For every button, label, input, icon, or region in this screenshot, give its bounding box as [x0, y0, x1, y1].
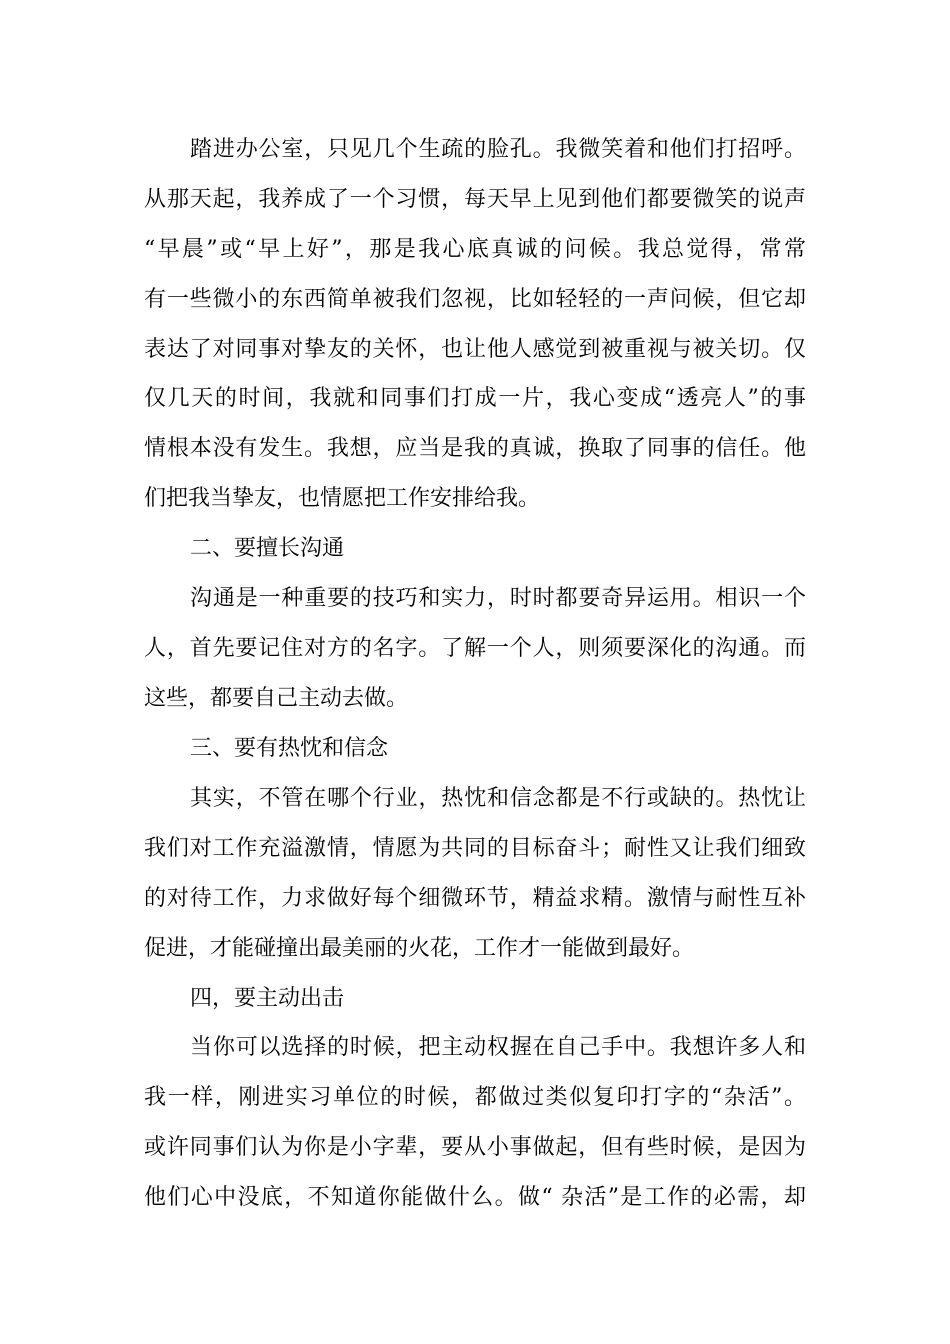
body-line-22: 他们心中没底，不知道你能做什么。做“ 杂活”是工作的必需，却 — [144, 1185, 806, 1210]
body-line-20: 我一样，刚进实习单位的时候，都做过类似复印打字的“杂活”。 — [144, 1085, 806, 1110]
section-heading-communication: 二、要擅长沟通 — [190, 536, 345, 561]
body-line-14: 其实，不管在哪个行业，热忱和信念都是不行或缺的。热忱让 — [190, 786, 806, 811]
section-heading-initiative: 四，要主动出击 — [190, 986, 345, 1011]
body-line-6: 仅几天的时间，我就和同事们打成一片，我心变成“透亮人”的事 — [144, 386, 806, 411]
body-line-11: 人，首先要记住对方的名字。了解一个人，则须要深化的沟通。而 — [144, 636, 806, 661]
body-line-3: “早晨”或“早上好”，那是我心底真诚的问候。我总觉得，常常 — [144, 237, 806, 262]
body-line-16: 的对待工作，力求做好每个细微环节，精益求精。激情与耐性互补 — [144, 886, 806, 911]
body-line-21: 或许同事们认为你是小字辈，要从小事做起，但有些时候，是因为 — [144, 1135, 806, 1160]
body-line-8: 们把我当挚友，也情愿把工作安排给我。 — [144, 486, 541, 511]
body-line-10: 沟通是一种重要的技巧和实力，时时都要奇异运用。相识一个 — [190, 586, 806, 611]
body-line-19: 当你可以选择的时候，把主动权握在自己手中。我想许多人和 — [190, 1035, 806, 1060]
body-line-1: 踏进办公室，只见几个生疏的脸孔。我微笑着和他们打招呼。 — [190, 137, 806, 162]
body-line-2: 从那天起，我养成了一个习惯，每天早上见到他们都要微笑的说声 — [144, 187, 806, 212]
body-line-15: 我们对工作充溢激情，情愿为共同的目标奋斗；耐性又让我们细致 — [144, 836, 806, 861]
body-line-7: 情根本没有发生。我想，应当是我的真诚，换取了同事的信任。他 — [144, 436, 806, 461]
body-line-17: 促进，才能碰撞出最美丽的火花，工作才一能做到最好。 — [144, 936, 695, 961]
body-line-4: 有一些微小的东西简单被我们忽视，比如轻轻的一声问候，但它却 — [144, 287, 806, 312]
body-line-5: 表达了对同事对挚友的关怀，也让他人感觉到被重视与被关切。仅 — [144, 337, 806, 362]
section-heading-passion: 三、要有热忱和信念 — [190, 736, 389, 761]
body-line-12: 这些，都要自己主动去做。 — [144, 686, 409, 711]
